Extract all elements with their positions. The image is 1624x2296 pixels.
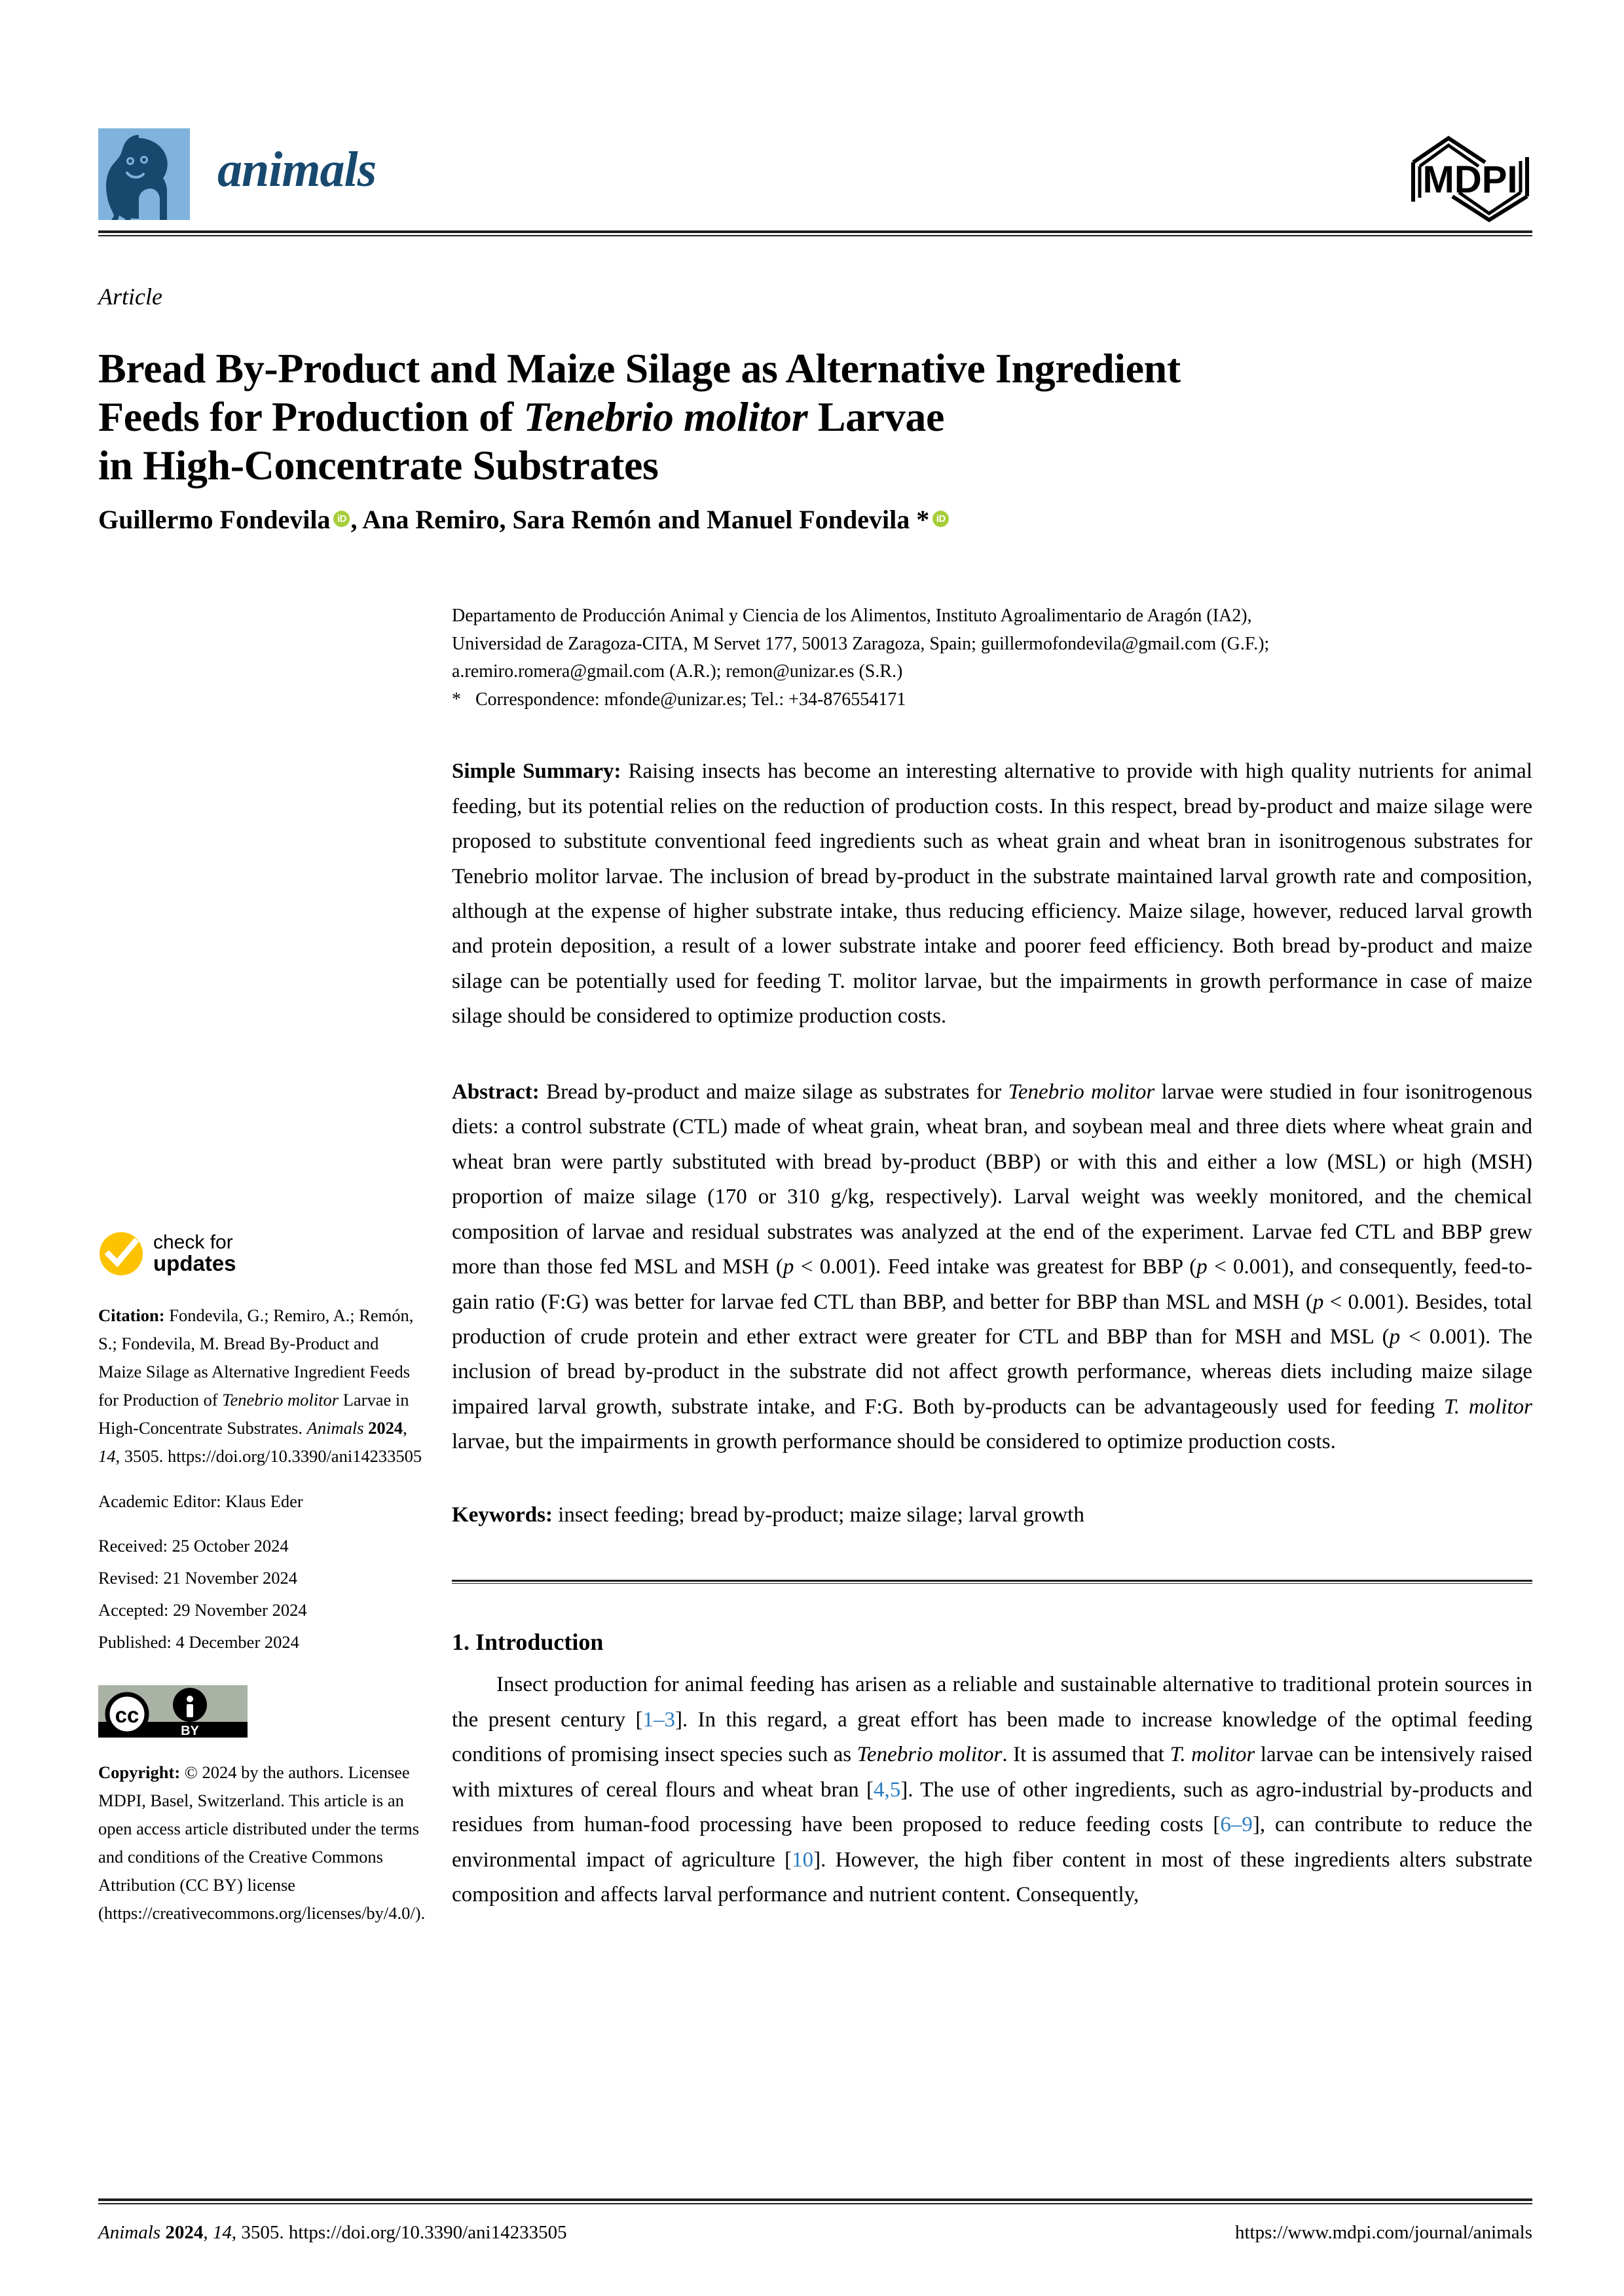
intro-species-1: Tenebrio molitor xyxy=(857,1743,1003,1767)
intro-seg-3: . It is assumed that xyxy=(1002,1743,1170,1767)
p-value-italic: p xyxy=(1389,1324,1401,1349)
author-names-rest: , Ana Remiro, Sara Remón and Manuel Fondevila * xyxy=(350,505,930,534)
keywords-text: insect feeding; bread by-product; maize silage; larval growth xyxy=(552,1503,1084,1527)
intro-seg-2: ]. In this regard, a great effort has been made to increase knowledge of the optimal feeding conditions of promising insect species such as xyxy=(452,1707,1532,1767)
p-value-italic: p xyxy=(1196,1255,1208,1279)
simple-summary xyxy=(452,754,1532,1034)
title-line-1: Bread By-Product and Maize Silage as Alternative Ingredient xyxy=(98,344,1181,392)
citation-species: Tenebrio molitor xyxy=(222,1389,339,1410)
intro-seg-4: larvae can be intensively raised with mixtures of cereal flours and wheat bran [ xyxy=(452,1743,1532,1802)
copyright-text: © 2024 by the authors. Licensee MDPI, Basel, Switzerland. This article is an open access article distributed under the terms and conditions of the Creative Commons Attribution (CC BY) license (https://creativecommons.org/licenses/by/4.0/). xyxy=(98,1762,426,1923)
citation-label: Citation: xyxy=(98,1305,165,1325)
abstract-label: Abstract: xyxy=(452,1080,540,1104)
citation-link-10[interactable]: 10 xyxy=(792,1848,814,1872)
abstract-seg-1: Bread by-product and maize silage as substrates for xyxy=(539,1080,1008,1104)
intro-seg-6: ], can contribute to reduce the environmental impact of agriculture [ xyxy=(452,1813,1532,1872)
svg-text:cc: cc xyxy=(115,1703,139,1728)
correspondence-asterisk: * xyxy=(452,689,461,710)
simple-summary-text: Raising insects has become an interesting alternative to provide with high quality nutrients for animal feeding, but its potential relies on the reduction of production costs. In this respect, bread by-product and maize silage were proposed to substitute conventional feed ingredients such as wheat grain and wheat bran in isonitrogenous substrates for Tenebrio molitor larvae. The inclusion of bread by-product in the substrate maintained larval growth rate and composition, although at the expense of higher substrate intake, thus reducing efficiency. Maize silage, however, reduced larval growth and protein deposition, a result of a lower substrate intake and poorer feed efficiency. Both bread by-product and maize silage can be potentially used for feeding T. molitor larvae, but the impairments in growth performance in case of maize silage should be considered to optimize production costs. xyxy=(452,759,1532,1029)
article-type-label: Article xyxy=(98,283,162,310)
page-footer xyxy=(98,2221,1532,2246)
footer-journal: Animals xyxy=(98,2222,161,2243)
footer-volume: 14 xyxy=(212,2222,232,2243)
affiliation-line-1: Departamento de Producción Animal y Ciencia de los Alimentos, Instituto Agroalimentario de Aragón (IA2), xyxy=(452,606,1252,626)
citation-text-2: Larvae in High-Concentrate Substrates. xyxy=(98,1389,409,1438)
citation-volume: 14 xyxy=(98,1446,116,1466)
footer-year: 2024 xyxy=(165,2222,204,2243)
header-divider xyxy=(98,230,1532,236)
orcid-icon[interactable]: iD xyxy=(932,511,949,527)
citation-year: 2024 xyxy=(368,1417,403,1438)
title-line-2-pre: Feeds for Production of xyxy=(98,393,524,441)
abstract-seg-6: < 0.001). The inclusion of bread by-product in the substrate did not affect growth performance, whereas diets including maize silage impaired larval growth, substrate intake, and F:G. Both by-products can be advantageously used for feeding xyxy=(452,1324,1533,1419)
title-line-3: in High-Concentrate Substrates xyxy=(98,442,659,489)
page-title xyxy=(98,344,1486,490)
abstract-seg-3: < 0.001). Feed intake was greatest for BBP ( xyxy=(794,1255,1197,1279)
citation-link-1-3[interactable]: 1–3 xyxy=(642,1707,675,1732)
citation-journal: Animals xyxy=(306,1417,364,1438)
footer-doi[interactable]: , 3505. https://doi.org/10.3390/ani14233505 xyxy=(231,2222,567,2243)
date-accepted: Accepted: 29 November 2024 xyxy=(98,1600,307,1620)
affiliation-line-3: a.remiro.romera@gmail.com (A.R.); remon@unizar.es (S.R.) xyxy=(452,661,903,682)
cc-by-license-badge[interactable] xyxy=(98,1685,248,1738)
abstract-species-2: T. molitor xyxy=(1443,1394,1532,1419)
citation-block: Citation: Fondevila, G.; Remiro, A.; Remón, S.; Fondevila, M. Bread By-Product and Maize Silage as Alternative Ingredient Feeds for Production of Tenebrio molitor Larvae in High-Concentrate Substrates. Animals 2024, 14, 3505. https://doi.org/10.3390/ani14233505 xyxy=(98,1305,422,1466)
main-column xyxy=(452,602,1532,1912)
p-value-italic: p xyxy=(783,1255,794,1279)
p-value-italic: p xyxy=(1312,1290,1324,1314)
intro-seg-7: ]. However, the high fiber content in most of these ingredients alters substrate composition and affects larval performance and nutrient content. Consequently, xyxy=(452,1848,1532,1906)
citation-text-3[interactable]: , 3505. https://doi.org/10.3390/ani14233505 xyxy=(115,1446,422,1466)
check-for-updates-badge[interactable] xyxy=(98,1231,426,1277)
introduction-paragraph xyxy=(452,1667,1532,1912)
gorilla-silhouette-icon xyxy=(98,128,190,220)
affiliation-line-2: Universidad de Zaragoza-CITA, M Servet 177, 50013 Zaragoza, Spain; guillermofondevila@gmail.com (G.F.); xyxy=(452,633,1270,654)
correspondence-text[interactable]: Correspondence: mfonde@unizar.es; Tel.: +34-876554171 xyxy=(475,689,906,710)
keywords-label: Keywords: xyxy=(452,1503,553,1527)
abstract xyxy=(452,1075,1532,1460)
title-species-name: Tenebrio molitor xyxy=(523,393,808,441)
masthead xyxy=(98,128,1532,228)
publication-dates xyxy=(98,1532,426,1656)
footer-journal-url[interactable]: https://www.mdpi.com/journal/animals xyxy=(1234,2222,1532,2243)
intro-species-2: T. molitor xyxy=(1170,1743,1255,1767)
orcid-icon[interactable]: iD xyxy=(333,511,350,527)
correspondence-line xyxy=(452,686,1532,714)
journal-branding[interactable] xyxy=(98,128,376,220)
abstract-seg-5: < 0.001). Besides, total production of crude protein and ether extract were greater for CTL and BBP than for MSH and MSL ( xyxy=(452,1290,1532,1349)
footer-divider xyxy=(98,2198,1532,2204)
abstract-divider xyxy=(452,1580,1532,1584)
sidebar xyxy=(98,1231,426,1927)
journal-title: animals xyxy=(217,142,377,197)
check-circle-icon xyxy=(98,1231,144,1277)
citation-text-1: Fondevila, G.; Remiro, A.; Remón, S.; Fondevila, M. Bread By-Product and Maize Silage as Alternative Ingredient Feeds for Production of xyxy=(98,1305,414,1410)
section-heading-introduction: 1. Introduction xyxy=(452,1629,604,1656)
abstract-seg-2: larvae were studied in four isonitrogenous diets: a control substrate (CTL) made of wheat grain, wheat bran, and soybean meal and three diets where wheat grain and wheat bran were partly substituted with bread by-product (BBP) or with this and either a low (MSL) or high (MSH) proportion of maize silage (170 or 310 g/kg, respectively). Larval weight was weekly monitored, and the chemical composition of larvae and residual substrates was analyzed at the end of the experiment. Larvae fed CTL and BBP grew more than those fed MSL and MSH ( xyxy=(452,1080,1532,1279)
citation-link-6-9[interactable]: 6–9 xyxy=(1220,1813,1253,1837)
academic-editor: Academic Editor: Klaus Eder xyxy=(98,1491,303,1511)
abstract-seg-7: larvae, but the impairments in growth performance should be considered to optimize production costs. xyxy=(452,1430,1336,1454)
cc-by-label: BY xyxy=(181,1724,199,1738)
updates-line-2: updates xyxy=(153,1251,236,1276)
abstract-species-1: Tenebrio molitor xyxy=(1008,1080,1155,1104)
citation-link-4-5[interactable]: 4,5 xyxy=(873,1777,901,1802)
abstract-seg-4: < 0.001), and consequently, feed-to-gain ratio (F:G) was better for larvae fed CTL than BBP, and better for BBP than MSL and MSH ( xyxy=(452,1255,1532,1314)
date-published: Published: 4 December 2024 xyxy=(98,1632,299,1652)
mdpi-logo-text: MDPI xyxy=(1422,158,1518,201)
date-received: Received: 25 October 2024 xyxy=(98,1536,289,1556)
date-revised: Revised: 21 November 2024 xyxy=(98,1568,297,1588)
check-for-updates-text xyxy=(153,1232,236,1276)
mdpi-logo[interactable] xyxy=(1408,128,1532,227)
intro-seg-1: Insect production for animal feeding has arisen as a reliable and sustainable alternative to traditional protein sources in the present century [ xyxy=(452,1673,1532,1732)
intro-seg-5: ]. The use of other ingredients, such as agro-industrial by-products and residues from human-food processing have been proposed to reduce feeding costs [ xyxy=(452,1777,1532,1837)
keywords xyxy=(452,1498,1532,1533)
updates-line-1: check for xyxy=(153,1231,233,1253)
author-name-1: Guillermo Fondevila xyxy=(98,505,331,534)
simple-summary-label: Simple Summary: xyxy=(452,759,621,784)
author-list xyxy=(98,503,1473,537)
footer-citation: Animals 2024, 14, 3505. https://doi.org/10.3390/ani14233505 xyxy=(98,2222,567,2243)
copyright-label: Copyright: xyxy=(98,1762,181,1783)
copyright-block xyxy=(98,1758,426,1927)
title-line-2-post: Larvae xyxy=(807,393,944,441)
